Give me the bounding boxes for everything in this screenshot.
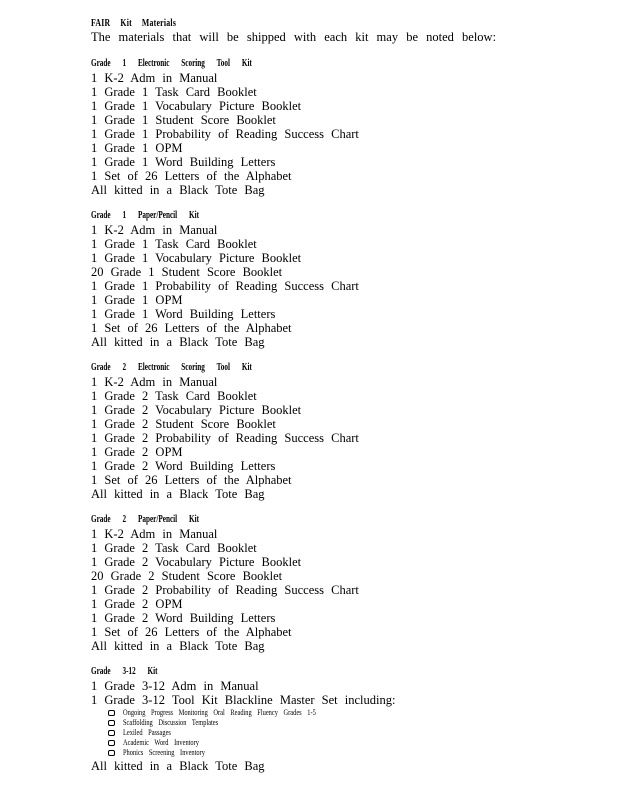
- kit-title: Grade 2 Paper/Pencil Kit: [91, 514, 200, 525]
- kit-title: Grade 1 Paper/Pencil Kit: [91, 210, 200, 221]
- hollow-bullet-icon: [108, 730, 115, 736]
- kit-item: All kitted in a Black Tote Bag: [91, 487, 265, 501]
- kit-section: [91, 361, 591, 501]
- kit-section: [91, 209, 591, 349]
- kit-item: 1 Set of 26 Letters of the Alphabet: [91, 321, 292, 335]
- kit-item: 1 Grade 2 Task Card Booklet: [91, 541, 257, 555]
- kit-item: 1 Grade 2 Probability of Reading Success Chart: [91, 583, 359, 597]
- sub-list-item: [108, 718, 591, 728]
- kit-item: 1 Set of 26 Letters of the Alphabet: [91, 169, 292, 183]
- kit-item: 1 Grade 1 Probability of Reading Success Chart: [91, 279, 359, 293]
- kit-item: 1 K-2 Adm in Manual: [91, 223, 218, 237]
- kit-item: 20 Grade 2 Student Score Booklet: [91, 569, 283, 583]
- kit-item: All kitted in a Black Tote Bag: [91, 759, 265, 773]
- kit-section: [91, 57, 591, 197]
- kit-item: 1 Grade 1 Student Score Booklet: [91, 113, 276, 127]
- sub-item-text: Ongoing Progress Monitoring Oral Reading Fluency Grades 1-5: [123, 708, 316, 717]
- kit-item: 1 Grade 2 OPM: [91, 445, 183, 459]
- kit-item: 1 Grade 2 Word Building Letters: [91, 611, 276, 625]
- sub-list-item: [108, 708, 591, 718]
- kit-item: 1 Grade 2 Task Card Booklet: [91, 389, 257, 403]
- kit-section: [91, 513, 591, 653]
- kit-title: Grade 2 Electronic Scoring Tool Kit: [91, 362, 252, 373]
- sub-list-item: [108, 738, 591, 748]
- kit-item: 1 K-2 Adm in Manual: [91, 527, 218, 541]
- sub-item-text: Phonics Screening Inventory: [123, 748, 205, 757]
- sub-item-text: Scaffolding Discussion Templates: [123, 718, 219, 727]
- kit-item: 1 Set of 26 Letters of the Alphabet: [91, 473, 292, 487]
- kit-item: 20 Grade 1 Student Score Booklet: [91, 265, 283, 279]
- kit-title: Grade 1 Electronic Scoring Tool Kit: [91, 58, 252, 69]
- kit-item: 1 Grade 2 Student Score Booklet: [91, 417, 276, 431]
- document-intro: The materials that will be shipped with each kit may be noted below:: [91, 30, 497, 44]
- kit-title: Grade 3-12 Kit: [91, 666, 158, 677]
- kit-item: 1 Grade 1 Word Building Letters: [91, 155, 276, 169]
- kit-item: 1 Grade 1 Vocabulary Picture Booklet: [91, 99, 302, 113]
- kit-item: 1 Grade 3-12 Adm in Manual: [91, 679, 259, 693]
- hollow-bullet-icon: [108, 750, 115, 756]
- kit-item: 1 Grade 1 OPM: [91, 141, 183, 155]
- document-page: [91, 17, 591, 773]
- kit-item: 1 Grade 2 Vocabulary Picture Booklet: [91, 403, 302, 417]
- sub-item-text: Academic Word Inventory: [123, 738, 199, 747]
- document-heading: FAIR Kit Materials: [91, 18, 177, 29]
- sub-list-item: [108, 728, 591, 738]
- kit-item: 1 Grade 3-12 Tool Kit Blackline Master Set including:: [91, 693, 396, 707]
- sub-list-item: [108, 748, 591, 758]
- kit-item: 1 Grade 1 Task Card Booklet: [91, 237, 257, 251]
- kit-item: 1 K-2 Adm in Manual: [91, 375, 218, 389]
- kit-item: 1 Grade 1 Probability of Reading Success Chart: [91, 127, 359, 141]
- sub-item-text: Lexiled Passages: [123, 728, 171, 737]
- blackline-master-list: [91, 708, 591, 758]
- hollow-bullet-icon: [108, 740, 115, 746]
- kit-item: 1 Grade 1 Word Building Letters: [91, 307, 276, 321]
- kit-item: 1 Grade 2 Probability of Reading Success Chart: [91, 431, 359, 445]
- kit-item: 1 K-2 Adm in Manual: [91, 71, 218, 85]
- kit-item: 1 Grade 2 Word Building Letters: [91, 459, 276, 473]
- kit-item: 1 Grade 2 Vocabulary Picture Booklet: [91, 555, 302, 569]
- kit-item: 1 Grade 1 Task Card Booklet: [91, 85, 257, 99]
- kit-item: 1 Grade 2 OPM: [91, 597, 183, 611]
- hollow-bullet-icon: [108, 720, 115, 726]
- kit-item: All kitted in a Black Tote Bag: [91, 639, 265, 653]
- kit-item: 1 Grade 1 OPM: [91, 293, 183, 307]
- kit-item: All kitted in a Black Tote Bag: [91, 335, 265, 349]
- kit-item: 1 Grade 1 Vocabulary Picture Booklet: [91, 251, 302, 265]
- kit-section: [91, 665, 591, 773]
- kit-item: 1 Set of 26 Letters of the Alphabet: [91, 625, 292, 639]
- kit-item: All kitted in a Black Tote Bag: [91, 183, 265, 197]
- hollow-bullet-icon: [108, 710, 115, 716]
